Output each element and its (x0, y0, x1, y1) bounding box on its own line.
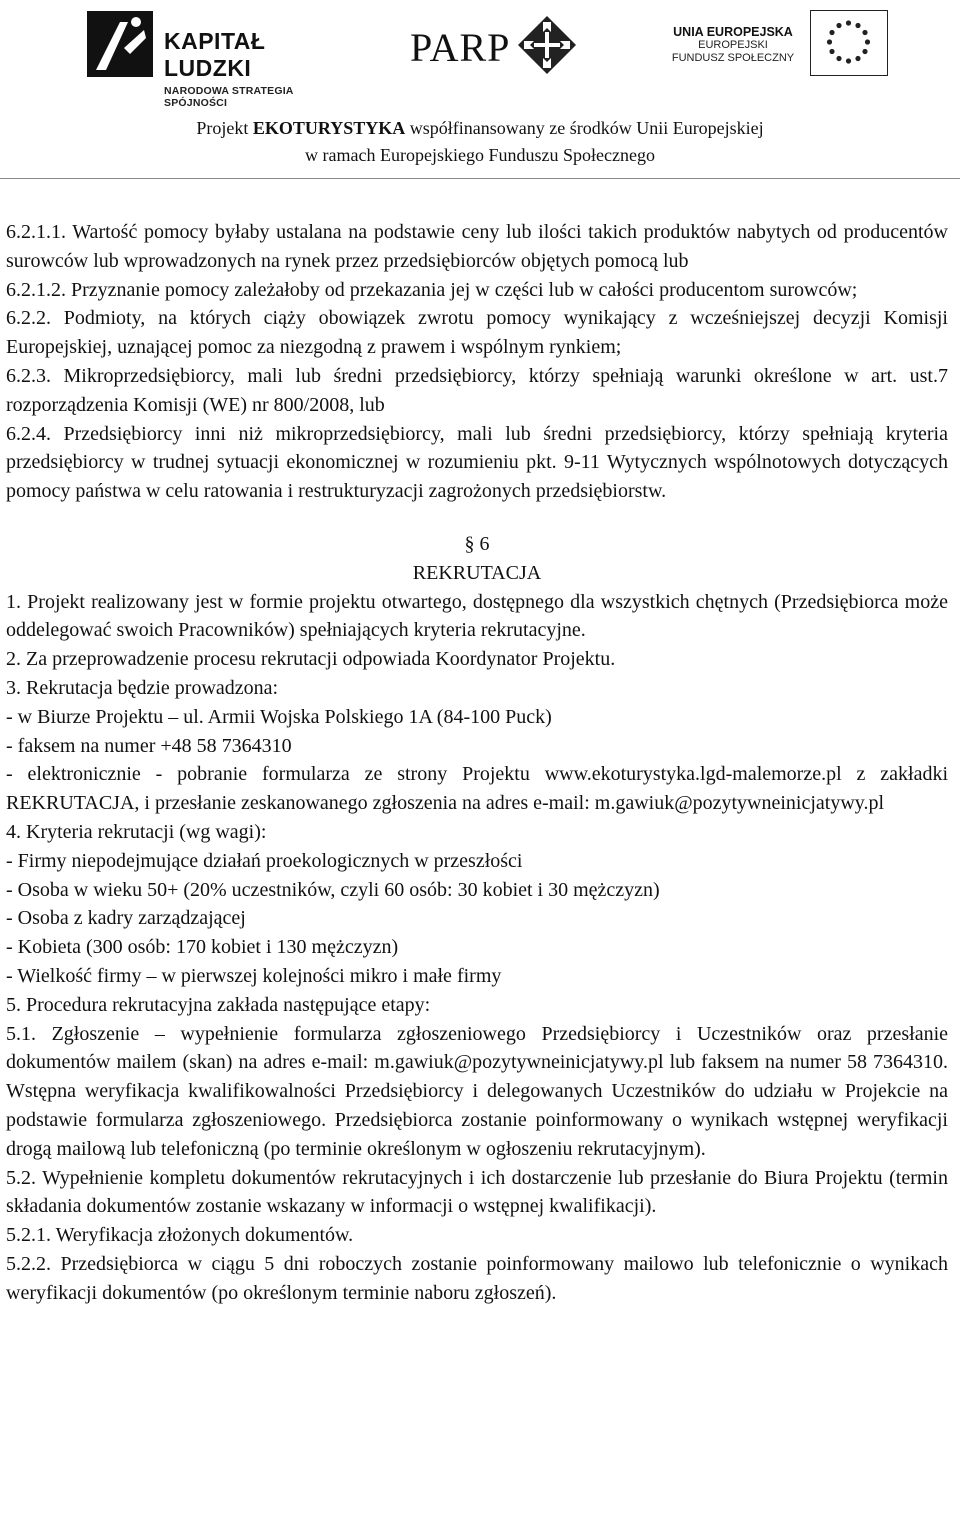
kapital-ludzki-emblem-icon (84, 8, 158, 82)
project-prefix: Projekt (196, 118, 253, 138)
procedure-step-5-1: 5.1. Zgłoszenie – wypełnienie formularza zgłoszeniowego Przedsiębiorcy i Uczestników oraz przesłanie dokumentów mailem (skan) na adres e-mail: m.gawiuk@pozytywneinicjatywy.pl lub faksem na numer 58 7364310. Wstępna weryfikacja kwalifikowalności Przedsiębiorcy i delegowanych Uczestników do udziału w Projekcie na podstawie formularza zgłoszeniowego. Przedsiębiorca zostanie poinformowany o wynikach wstępnej weryfikacji drogą mailową lub telefoniczną (po terminie określonym w ogłoszeniu rekrutacyjnym). (6, 1022, 948, 1160)
recruitment-channel-fax: - faksem na numer +48 58 7364310 (6, 734, 292, 757)
page-header (0, 0, 960, 185)
eu-flag-icon (810, 10, 888, 76)
section-title: REKRUTACJA (412, 561, 542, 584)
recruitment-channel-office: - w Biurze Projektu – ul. Armii Wojska Polskiego 1A (84-100 Puck) (6, 705, 552, 728)
recruitment-point-2: 2. Za przeprowadzenie procesu rekrutacji odpowiada Koordynator Projektu. (6, 648, 616, 671)
recruitment-point-5: 5. Procedura rekrutacyjna zakłada następujące etapy: (6, 993, 431, 1016)
eu-logo (668, 10, 890, 80)
procedure-step-5-2: 5.2. Wypełnienie kompletu dokumentów rekrutacyjnych i ich dostarczenie lub przesłanie do Biura Projektu (termin składania dokumentów zostanie wskazany w informacji o wstępnej kwalifikacji). (6, 1166, 948, 1218)
recruitment-point-3: 3. Rekrutacja będzie prowadzona: (6, 676, 279, 699)
eu-logo-line2: EUROPEJSKI (698, 39, 768, 51)
procedure-step-5-2-1: 5.2.1. Weryfikacja złożonych dokumentów. (6, 1224, 354, 1247)
paragraph-6-2-1-2: 6.2.1.2. Przyznanie pomocy zależałoby od przekazania jej w części lub w całości producentom surowców; (6, 278, 858, 301)
kapital-ludzki-logo (84, 8, 344, 109)
paragraph-6-2-3: 6.2.3. Mikroprzedsiębiorcy, mali lub średni przedsiębiorcy, którzy spełniają warunki określone w art. ust.7 rozporządzenia Komisji (WE) nr 800/2008, lub (6, 364, 948, 416)
recruitment-point-1: 1. Projekt realizowany jest w formie projektu otwartego, dostępnego dla wszystkich chętnych (Przedsiębiorca może oddelegować swoich Pracowników) spełniających kryteria rekrutacyjne. (6, 590, 948, 642)
eu-logo-line3: FUNDUSZ SPOŁECZNY (671, 52, 795, 64)
criterion-3: - Osoba z kadry zarządzającej (6, 907, 246, 930)
recruitment-channel-electronic: - elektronicznie - pobranie formularza ze strony Projektu www.ekoturystyka.lgd-malemorze.pl z zakładki REKRUTACJA, i przesłanie zeskanowanego zgłoszenia na adres e-mail: m.gawiuk@pozytywneinicjatywy.pl (6, 763, 948, 815)
recruitment-point-4: 4. Kryteria rekrutacji (wg wagi): (6, 820, 267, 843)
project-name: EKOTURYSTYKA (252, 118, 406, 138)
project-suffix: współfinansowany ze środków Unii Europejskiej (405, 118, 764, 138)
criterion-5: - Wielkość firmy – w pierwszej kolejności mikro i małe firmy (6, 964, 502, 987)
project-funding-line: w ramach Europejskiego Funduszu Społecznego (305, 145, 655, 165)
procedure-step-5-2-2: 5.2.2. Przedsiębiorca w ciągu 5 dni roboczych zostanie poinformowany mailowo lub telefonicznie o wynikach weryfikacji dokumentów (po określonym terminie naboru zgłoszeń). (6, 1252, 948, 1304)
project-info (0, 115, 960, 169)
parp-logo-text: PARP (410, 25, 511, 70)
paragraph-6-2-4: 6.2.4. Przedsiębiorcy inni niż mikroprzedsiębiorcy, mali lub średni przedsiębiorcy, którzy spełniają kryteria przedsiębiorcy w trudnej sytuacji ekonomicznej w rozumieniu pkt. 9-11 Wytycznych wspólnotowych dotyczących pomocy państwa w celu ratowania i restrukturyzacji zagrożonych przedsiębiorstw. (6, 422, 948, 503)
kapital-ludzki-title: KAPITAŁ LUDZKI (164, 28, 266, 81)
parp-emblem-icon (516, 14, 578, 76)
criterion-2: - Osoba w wieku 50+ (20% uczestników, czyli 60 osób: 30 kobiet i 30 mężczyzn) (6, 878, 660, 901)
parp-logo (410, 10, 580, 78)
header-divider (0, 178, 960, 179)
section-number: § 6 (464, 532, 490, 555)
criterion-4: - Kobieta (300 osób: 170 kobiet i 130 mężczyzn) (6, 936, 399, 959)
criterion-1: - Firmy niepodejmujące działań proekologicznych w przeszłości (6, 849, 523, 872)
eu-logo-line1: UNIA EUROPEJSKA (673, 25, 793, 39)
kapital-ludzki-subtitle: NARODOWA STRATEGIA SPÓJNOŚCI (164, 85, 294, 109)
document-body (6, 218, 948, 1307)
paragraph-6-2-2: 6.2.2. Podmioty, na których ciąży obowiązek zwrotu pomocy wynikający z wcześniejszej decyzji Komisji Europejskiej, uznającej pomoc za niezgodną z prawem i wspólnym rynkiem; (6, 307, 948, 359)
paragraph-6-2-1-1: 6.2.1.1. Wartość pomocy byłaby ustalana na podstawie ceny lub ilości takich produktów nabytych od producentów surowców lub wprowadzonych na rynek przez przedsiębiorców objętych pomocą lub (6, 221, 948, 272)
